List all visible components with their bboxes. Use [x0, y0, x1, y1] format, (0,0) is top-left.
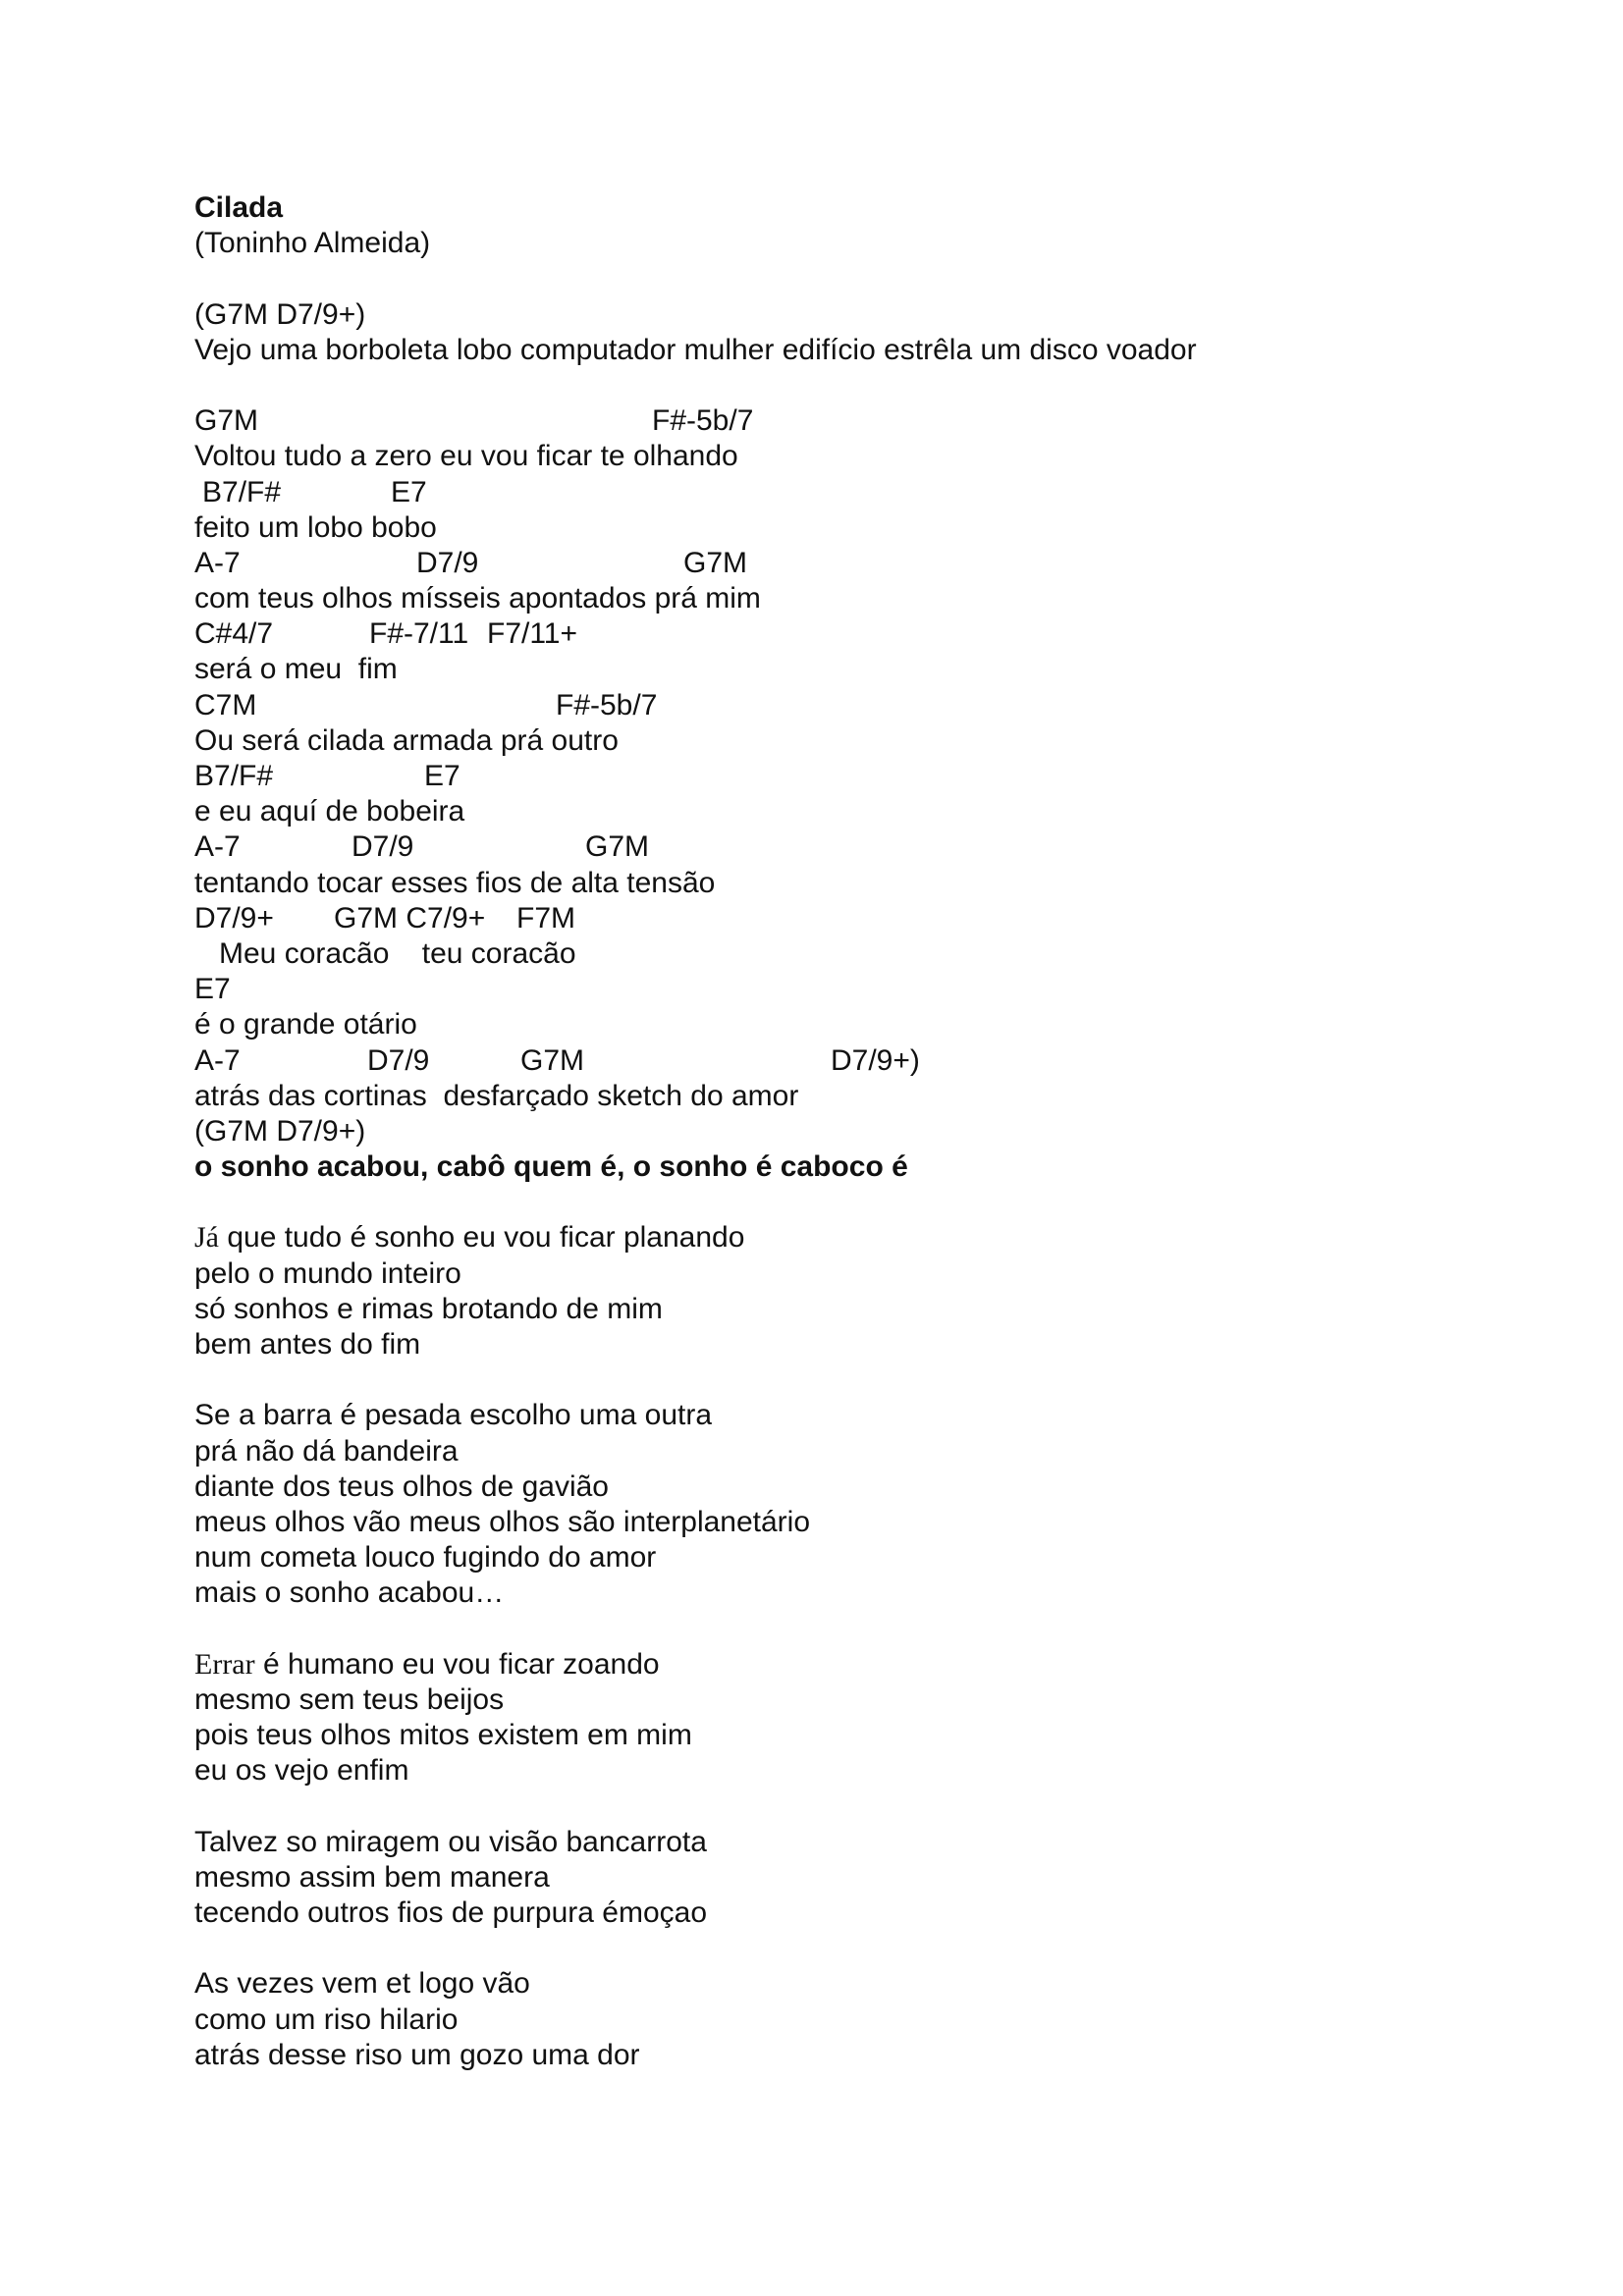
chord-line — [194, 546, 1471, 581]
lyric-text: que tudo é sonho eu vou ficar planando — [219, 1221, 745, 1255]
lyric-line: atrás desse riso um gozo uma dor — [194, 2038, 640, 2071]
lyric-line: num cometa louco fugindo do amor — [194, 1541, 657, 1575]
lyric-line: meus olhos vão meus olhos são interplanetário — [194, 1505, 811, 1538]
chord: C7M — [194, 688, 257, 721]
stanza-initial: Já — [194, 1221, 219, 1255]
lyric-line: como um riso hilario — [194, 2002, 459, 2036]
blank-line — [194, 1185, 1471, 1220]
lyric-line: é o grande otário — [194, 1008, 417, 1041]
chord-line — [194, 901, 1471, 936]
lyric-line: com teus olhos mísseis apontados prá mim — [194, 582, 761, 615]
chord: D7/9+) — [831, 1043, 920, 1077]
chord: D7/9 — [416, 546, 479, 579]
song-sheet — [194, 190, 1471, 2073]
chord: B7/F# — [202, 475, 282, 508]
lyric-line: pois teus olhos mitos existem em mim — [194, 1719, 692, 1752]
song-title: Cilada — [194, 191, 284, 224]
chord: F#-5b/7 — [652, 404, 754, 438]
lyric-line: Ou será cilada armada prá outro — [194, 723, 619, 757]
refrain-lyric: o sonho acabou, cabô quem é, o sonho é caboco é — [194, 1150, 908, 1184]
lyric-line: atrás das cortinas desfarçado sketch do amor — [194, 1079, 799, 1112]
chord: G7M C7/9+ — [334, 901, 486, 934]
lyric-line: será o meu fim — [194, 653, 398, 686]
refrain-chords: (G7M D7/9+) — [194, 1114, 366, 1148]
chord: E7 — [424, 760, 460, 792]
lyric-line: mesmo assim bem manera — [194, 1860, 550, 1894]
lyric-line — [194, 1647, 1471, 1682]
lyric-line: Meu coracão teu coracão — [194, 936, 576, 970]
chord: G7M — [520, 1043, 585, 1077]
chord: F#-5b/7 — [556, 688, 658, 721]
chord-line — [194, 759, 1471, 794]
chord: F7/11+ — [487, 617, 578, 651]
blank-line — [194, 1612, 1471, 1647]
blank-line — [194, 1362, 1471, 1398]
lyric-line: As vezes vem et logo vão — [194, 1967, 530, 2001]
chord: B7/F# — [194, 760, 274, 792]
lyric-line: pelo o mundo inteiro — [194, 1256, 461, 1290]
chord-line — [194, 1043, 1471, 1079]
lyric-line: Voltou tudo a zero eu vou ficar te olhando — [194, 440, 738, 473]
lyric-line: e eu aquí de bobeira — [194, 795, 465, 828]
chord: D7/9 — [367, 1043, 430, 1077]
chord-line — [194, 688, 1471, 723]
intro-lyric: Vejo uma borboleta lobo computador mulher edifício estrêla um disco voador — [194, 333, 1197, 366]
lyric-text: é humano eu vou ficar zoando — [254, 1647, 660, 1681]
chord: A-7 — [194, 830, 241, 864]
lyric-line: mais o sonho acabou… — [194, 1576, 505, 1610]
chord: D7/9 — [352, 830, 414, 864]
lyric-line: tentando tocar esses fios de alta tensão — [194, 866, 716, 899]
lyric-line — [194, 1220, 1471, 1255]
lyric-line: Talvez so miragem ou visão bancarrota — [194, 1825, 707, 1858]
intro-chords: (G7M D7/9+) — [194, 297, 366, 331]
chord-line — [194, 475, 1471, 510]
blank-line — [194, 368, 1471, 403]
chord: C#4/7 — [194, 617, 274, 651]
chord-line — [194, 829, 1471, 865]
chord-line — [194, 403, 1471, 439]
lyric-line: mesmo sem teus beijos — [194, 1682, 505, 1716]
chord-line — [194, 972, 1471, 1007]
chord: F#-7/11 — [369, 617, 469, 651]
chord: E7 — [391, 475, 427, 508]
stanza-initial: Errar — [194, 1647, 255, 1681]
chord: G7M — [194, 404, 259, 438]
blank-line — [194, 1931, 1471, 1966]
lyric-line: feito um lobo bobo — [194, 510, 437, 544]
chord: A-7 — [194, 546, 241, 579]
chord: G7M — [683, 546, 748, 579]
song-author: (Toninho Almeida) — [194, 227, 431, 260]
lyric-line: prá não dá bandeira — [194, 1434, 459, 1468]
chord: D7/9+ — [194, 901, 274, 934]
chord: A-7 — [194, 1043, 241, 1077]
blank-line — [194, 1789, 1471, 1824]
chord-line — [194, 616, 1471, 652]
lyric-line: tecendo outros fios de purpura émoçao — [194, 1896, 707, 1929]
chord: F7M — [516, 901, 575, 934]
chord: E7 — [194, 973, 231, 1006]
chord: G7M — [585, 830, 650, 864]
lyric-line: diante dos teus olhos de gavião — [194, 1469, 609, 1503]
lyric-line: bem antes do fim — [194, 1328, 421, 1361]
lyric-line: eu os vejo enfim — [194, 1754, 409, 1788]
lyric-line: só sonhos e rimas brotando de mim — [194, 1292, 663, 1325]
lyric-line: Se a barra é pesada escolho uma outra — [194, 1399, 713, 1432]
blank-line — [194, 261, 1471, 296]
